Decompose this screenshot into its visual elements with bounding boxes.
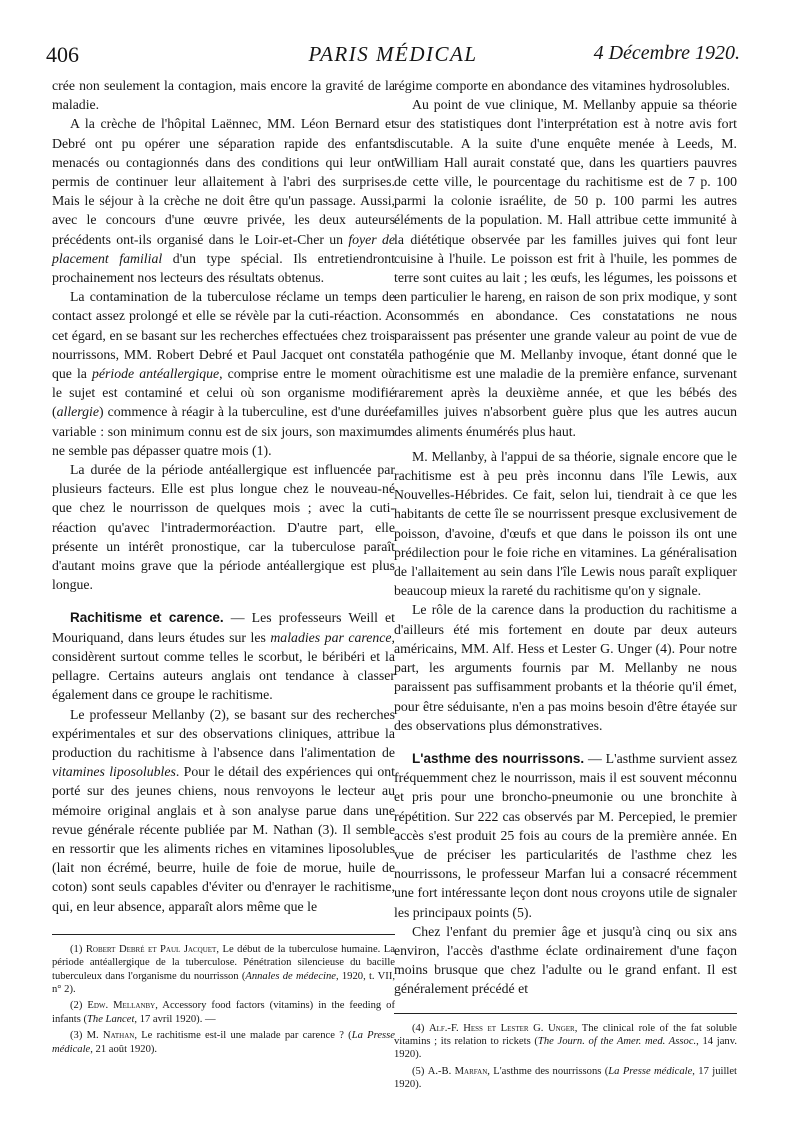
footnote-5: (5) A.-B. Marfan, L'asthme des nourrissons (La Presse médicale, 17 juillet 1920). — [394, 1065, 737, 1091]
paragraph: A la crèche de l'hôpital Laënnec, MM. Léon Bernard et Debré ont pu opérer une séparation rapide des enfants menacés ou contagionnés dans des conditions qui leur ont permis de continuer leur allaitement à l'abri des surprises. Mais le séjour à la crèche ne doit être qu'un passage. Aussi, avec le concours d'une œuvre privée, les deux auteurs précédents ont-ils organisé dans le Loir-et-Cher un foyer de placement familial d'un type spécial. Ils entretiendront prochainement nos lecteurs des résultats obtenus. — [52, 116, 396, 286]
section-rachitisme: Rachitisme et carence. — Les professeurs Weill et Mouriquand, dans leurs études sur les maladies par carence, considèrent surtout comme telles le scorbut, le béribéri et la pellagre. Certains auteurs anglais ont tendance à classer également dans ce groupe le rachitisme. — [52, 610, 396, 703]
footnote-2: (2) Edw. Mellanby, Accessory food factors (vitamins) in the feeding of infants (The Lancet, 17 avril 1920). — — [52, 1000, 395, 1025]
left-column — [52, 76, 395, 1059]
footnote-divider — [394, 1013, 737, 1014]
running-header — [46, 40, 740, 70]
paragraph: La durée de la période antéallergique est influencée par plusieurs facteurs. Elle est plus longue chez le nouveau-né que chez le nourrisson de quelques mois ; avec la cuti-réaction qu'avec l'intradermoréaction. D'autre part, elle présente un intérêt pronostique, car la tuberculose paraît d'autant moins grave que la période antéallergique est plus longue. — [52, 462, 395, 593]
right-column — [394, 76, 737, 1095]
paragraph: Chez l'enfant du premier âge et jusqu'à cinq ou six ans environ, l'accès d'asthme éclate ordinairement d'une façon moins brusque que chez l'adulte ou le grand enfant. Il est généralement précédé et — [394, 923, 737, 997]
paragraph: régime comporte en abondance des vitamines hydrosolubles. — [394, 78, 731, 93]
section-heading: L'asthme des nourrissons. — [412, 750, 585, 766]
section-asthme: L'asthme des nourrissons. — L'asthme survient assez fréquemment chez le nourrisson, mais il est souvent méconnu et pris pour une broncho-pneumonie ou une bronchite à répétition. Sur 222 cas observés par M. Percepied, le premier accès s'est produit 25 fois au cours de la première année. En vue de préciser les particularités de l'asthme chez les nourrissons, le professeur Marfan lui a consacré récemment une fort intéressante leçon dont nous croyons utile de signaler les principaux points (5). — [394, 750, 737, 920]
issue-date: 4 Décembre 1920. — [593, 42, 740, 64]
footnote-3: (3) M. Nathan, Le rachitisme est-il une malade par carence ? (La Presse médicale, 21 août 1920). — [52, 1030, 395, 1055]
journal-title: PARIS MÉDICAL — [308, 42, 478, 66]
footnote-4: (4) Alf.-F. Hess et Lester G. Unger, The clinical role of the fat soluble vitamins ; its relation to rickets (The Journ. of the Amer. med. Assoc., 14 janv. 1920). — [394, 1022, 737, 1061]
footnote-divider — [52, 934, 395, 935]
paragraph: Le professeur Mellanby (2), se basant sur des recherches expérimentales et sur des observations cliniques, attribue la production du rachitisme à l'absence dans l'alimentation de vitamines liposolubles. Pour le détail des expériences qui ont porté sur des jeunes chiens, nous renvoyons le lecteur au mémoire original anglais et à son analyse parue dans une revue générale récente publiée par M. Nathan (3). Il semble en ressortir que les aliments riches en vitamines liposolubles (lait non écrémé, beurre, huile de foie de morue, huile de coton) sont seuls capables d'éviter ou d'enrayer le rachitisme, qui, en leur absence, apparaît alors même que le — [52, 706, 395, 914]
section-heading: Rachitisme et carence. — [70, 610, 224, 626]
paragraph: M. Mellanby, à l'appui de sa théorie, signale encore que le rachitisme est à peu près inconnu dans l'île Lewis, aux Nouvelles-Hébrides. Ce fait, selon lui, tiendrait à ce que les habitants de cette île se nourrissent presque exclusivement de poisson, d'avoine, d'œufs et que dans le poisson ils ont une prédilection pour le foie riche en vitamines. La généralisation de l'allaitement au sein dans l'île Lewis nous paraît expliquer beaucoup mieux la rareté du rachitisme qu'on y signale. — [394, 448, 737, 599]
paragraph: Le rôle de la carence dans la production du rachitisme a d'ailleurs été mis fortement en doute par deux auteurs américains, MM. Alf. Hess et Lester G. Unger (4). Pour notre part, les arguments fournis par M. Mellanby ne nous paraissent pas suffisamment probants et la théorie qu'il émet, pour être séduisante, n'en a pas moins besoin d'être étayée sur des observations plus démonstratives. — [394, 602, 737, 733]
paragraph: crée non seulement la contagion, mais encore la gravité de la maladie. — [52, 78, 395, 113]
paragraph: Au point de vue clinique, M. Mellanby appuie sa théorie sur des statistiques dont l'interprétation est à notre avis fort discutable. A la suite d'une enquête menée à Leeds, M. William Hall aurait constaté que, dans les quartiers pauvres de cette ville, le pourcentage du rachitisme est de 7 p. 100 parmi la colonie israélite, de 50 p. 100 parmi les autres éléments de la population. M. Hall attribue cette immunité à la diététique observée par les familles juives qui font leur cuisine à l'huile. Le poisson est frit à l'huile, les pommes de terre sont cuites au lait ; les œufs, les légumes, les poissons et en particulier le hareng, en raison de son prix modique, y sont consommés en abondance. Ces constatations ne nous paraissent pas présenter une grande valeur au point de vue de la pathogénie que M. Mellanby invoque, étant donné que le rachitisme est une maladie de la première enfance, survenant rarement après la deuxième année, et que les bébés des familles juives n'absorbent guère plus que les autres aucun des aliments énumérés plus haut. — [394, 97, 737, 439]
paragraph: La contamination de la tuberculose réclame un temps de contact assez prolongé et elle se révèle par la cuti-réaction. A cet égard, en se basant sur les recherches effectuées chez trois nourrissons, MM. Robert Debré et Paul Jacquet ont constaté que la période antéallergique, comprise entre le moment où le sujet est contaminé et celui où son organisme modifié (allergie) commence à réagir à la tuberculine, est d'une durée variable : son minimum connu est de six jours, son maximum ne semble pas dépasser quatre mois (1). — [52, 289, 395, 458]
page-number: 406 — [46, 42, 79, 67]
footnote-1: (1) Robert Debré et Paul Jacquet, Le début de la tuberculose humaine. La période antéallergique de la tuberculose. Pénétration silencieuse du bacille tuberculeux dans l'organisme du nourrisson (Annales de médecine, 1920, t. VII, n° 2). — [52, 943, 395, 995]
